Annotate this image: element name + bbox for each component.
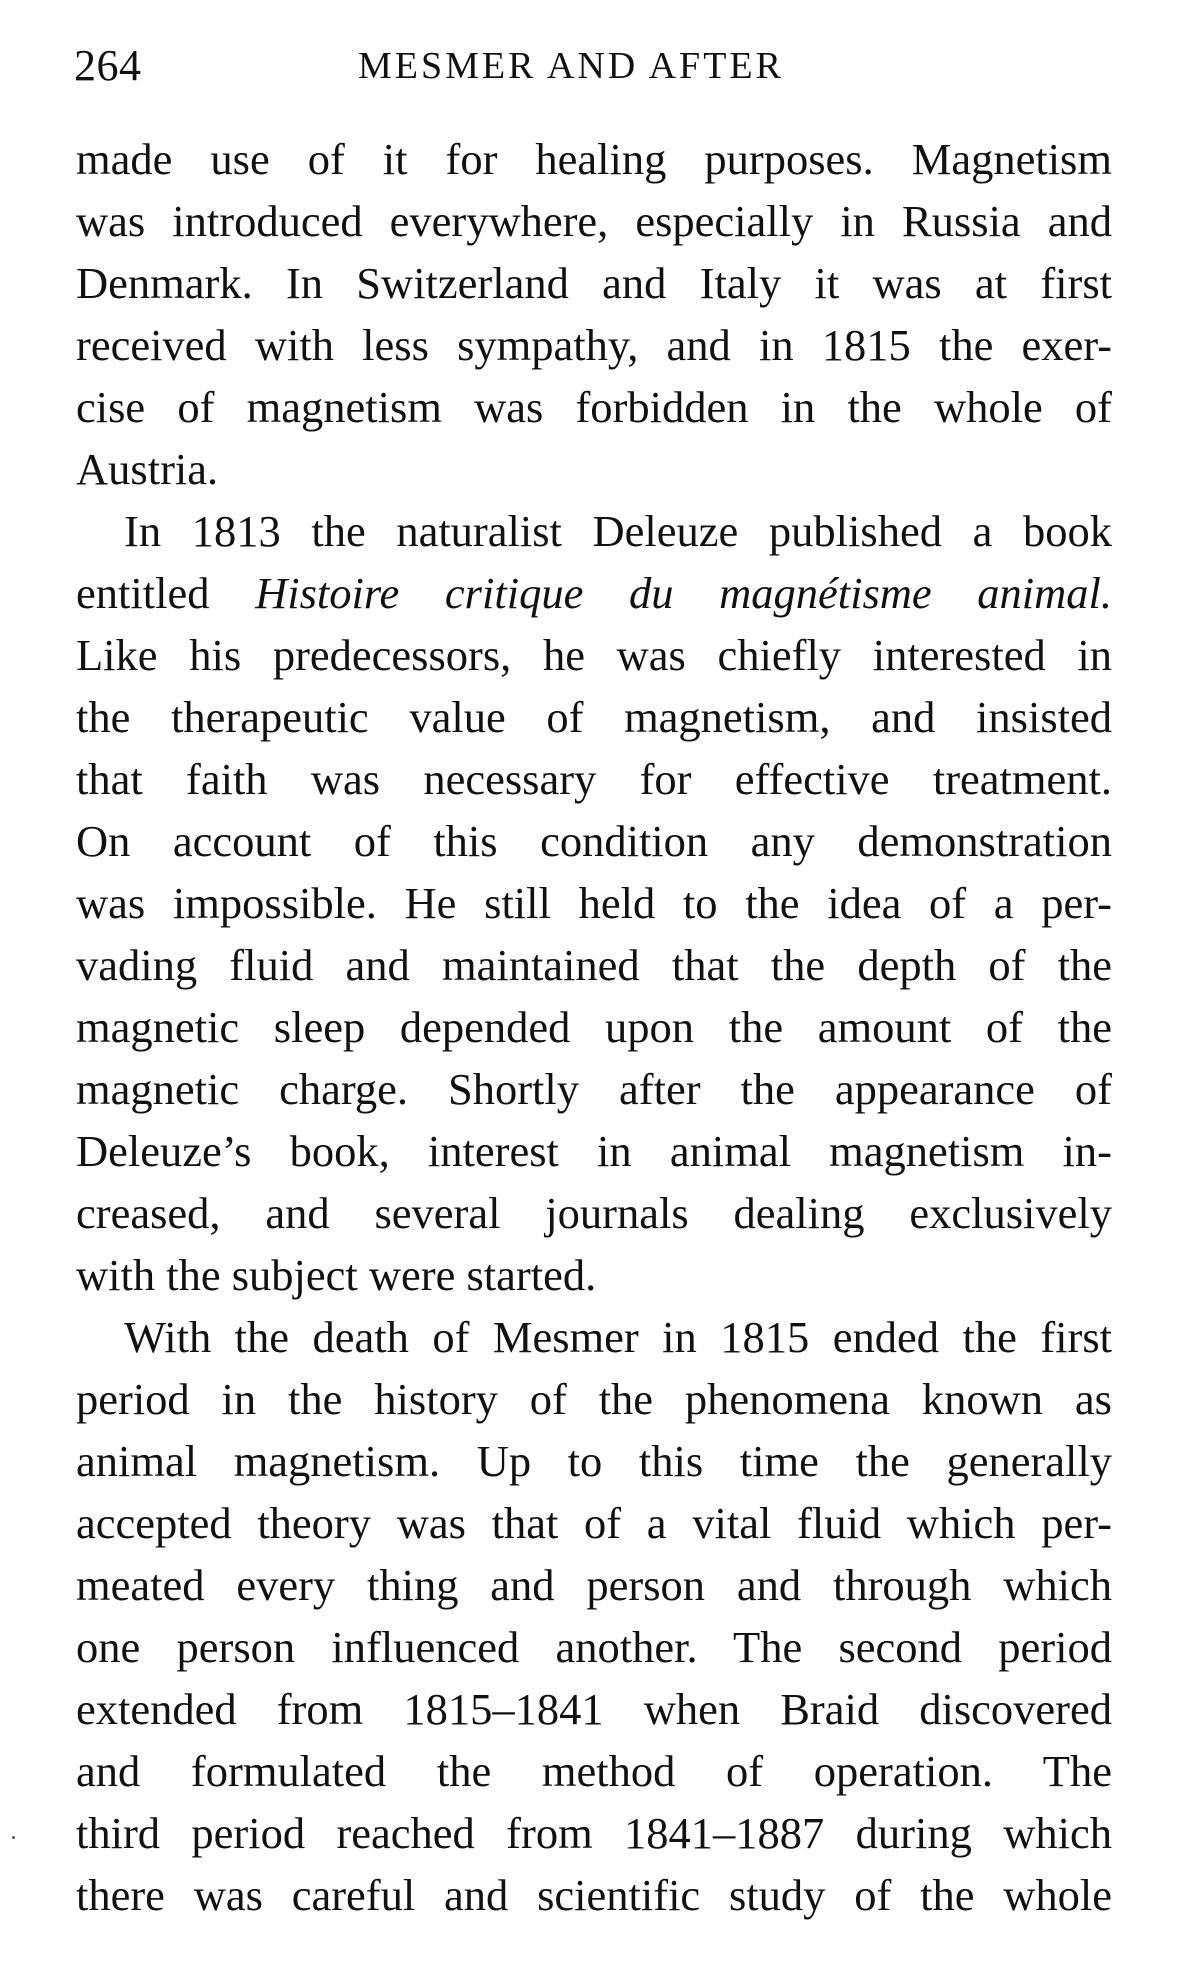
text-line: one person influenced another. The second period [76, 1622, 1112, 1672]
text-line: was impossible. He still held to the idea of a per- [76, 878, 1112, 928]
text-line: animal magnetism. Up to this time the generally [76, 1436, 1112, 1486]
book-title: Histoire critique du magnétisme animal. [255, 568, 1112, 618]
text-span: entitled [76, 568, 210, 618]
text-line: magnetic charge. Shortly after the appearance of [76, 1064, 1112, 1114]
text-line: was introduced everywhere, especially in Russia and [76, 196, 1112, 246]
text-line: On account of this condition any demonstration [76, 816, 1112, 866]
text-line: magnetic sleep depended upon the amount of the [76, 1002, 1112, 1052]
text-line: and formulated the method of operation. The [76, 1746, 1112, 1796]
text-line-with-title [76, 562, 1112, 624]
page-number: 264 [74, 41, 142, 90]
text-line: cise of magnetism was forbidden in the whole of [76, 382, 1112, 432]
running-head [74, 34, 1114, 104]
text-line: creased, and several journals dealing exclusively [76, 1188, 1112, 1238]
scan-speck [12, 1836, 15, 1839]
text-line: made use of it for healing purposes. Magnetism [76, 134, 1112, 184]
text-line: Like his predecessors, he was chiefly interested in [76, 630, 1112, 680]
text-line: With the death of Mesmer in 1815 ended the first [124, 1312, 1112, 1362]
text-line: extended from 1815–1841 when Braid discovered [76, 1684, 1112, 1734]
text-line: period in the history of the phenomena known as [76, 1374, 1112, 1424]
text-line: third period reached from 1841–1887 during which [76, 1808, 1112, 1858]
text-line: with the subject were started. [76, 1250, 597, 1300]
text-line: meated every thing and person and through which [76, 1560, 1112, 1610]
text-line: Denmark. In Switzerland and Italy it was at first [76, 258, 1112, 308]
text-line: received with less sympathy, and in 1815 the exer- [76, 320, 1112, 370]
text-line: Austria. [76, 444, 219, 494]
text-line: Deleuze’s book, interest in animal magnetism in- [76, 1126, 1112, 1176]
text-line: that faith was necessary for effective treatment. [76, 754, 1112, 804]
text-line: there was careful and scientific study of the whole [76, 1870, 1112, 1920]
text-line: In 1813 the naturalist Deleuze published a book [124, 506, 1112, 556]
body-text [76, 128, 1112, 1926]
text-line: the therapeutic value of magnetism, and insisted [76, 692, 1112, 742]
text-line: accepted theory was that of a vital fluid which per- [76, 1498, 1112, 1548]
running-title: MESMER AND AFTER [358, 45, 784, 87]
text-line: vading fluid and maintained that the depth of the [76, 940, 1112, 990]
